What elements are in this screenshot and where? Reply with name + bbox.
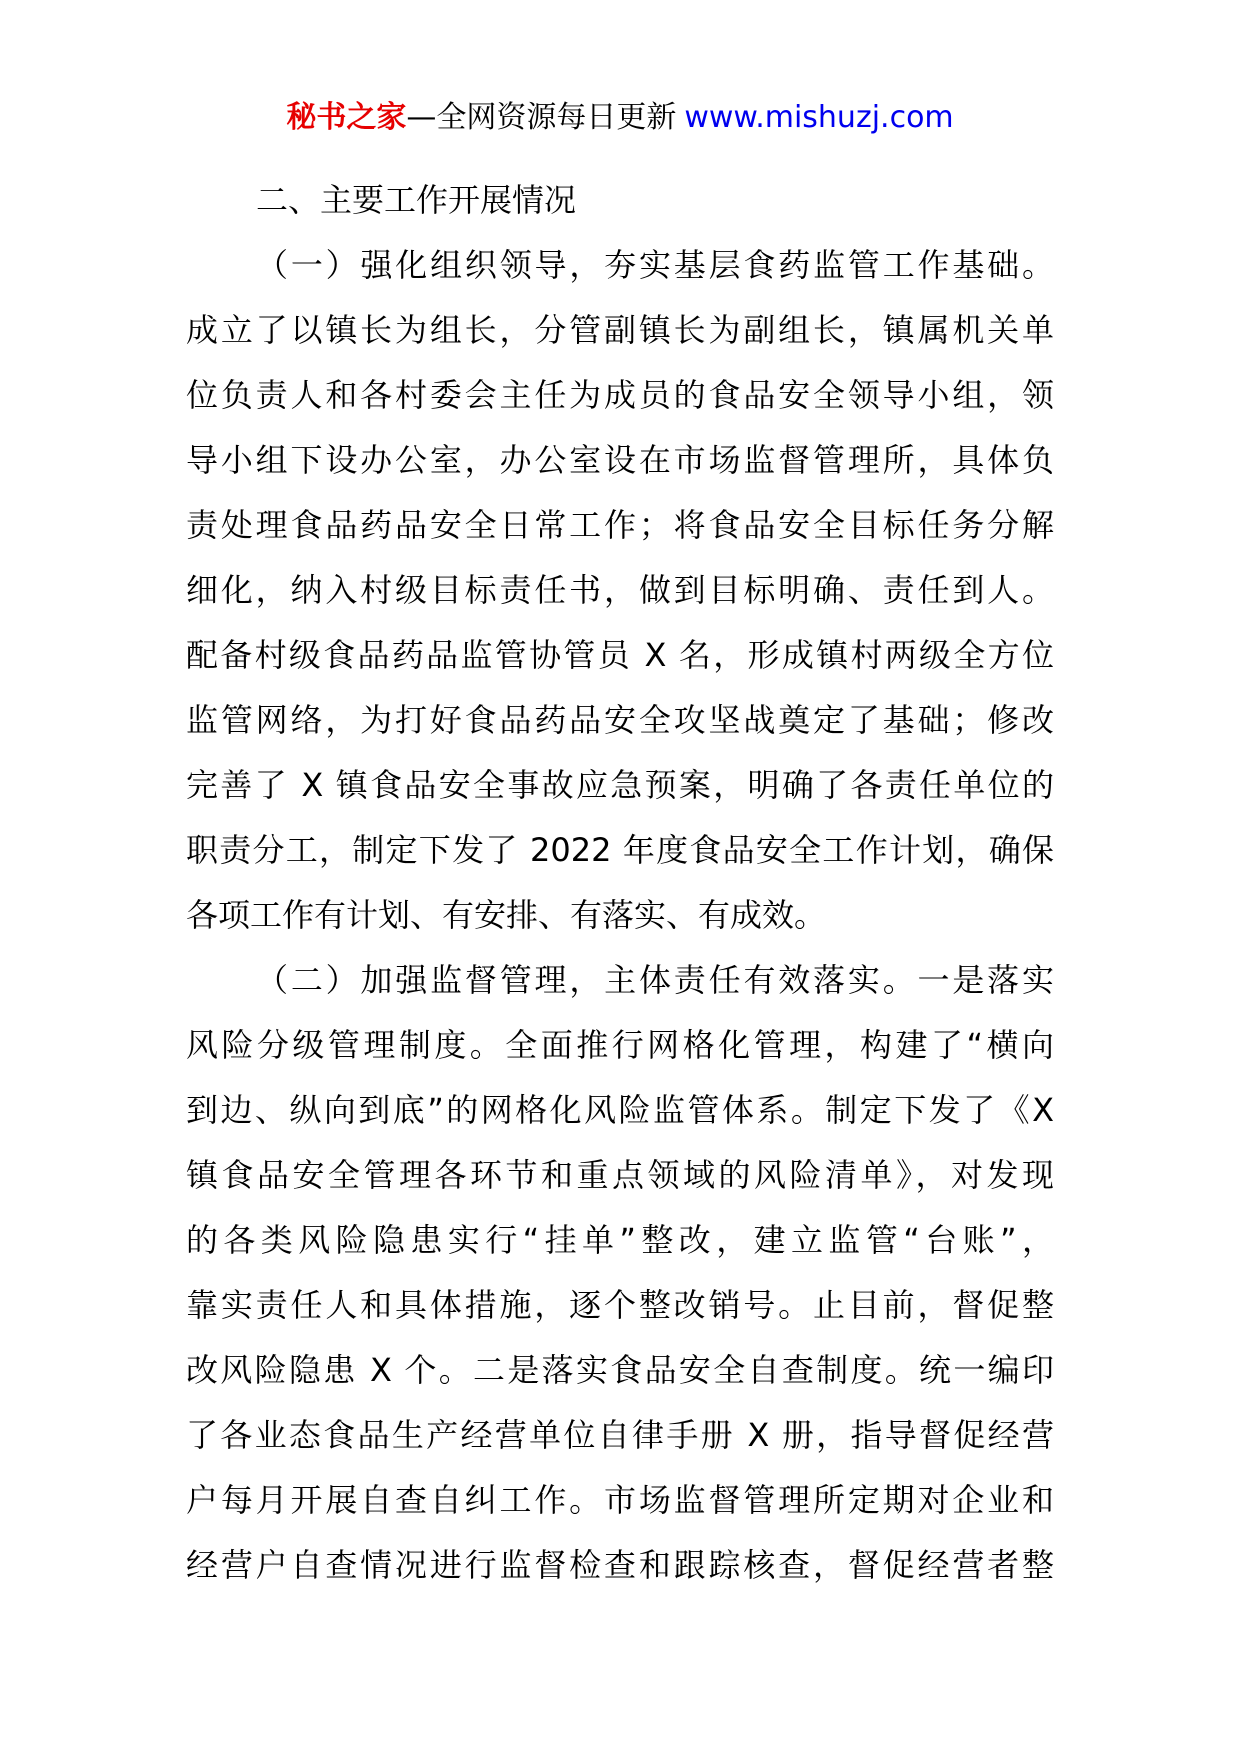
paragraph-line: 各项工作有计划、有安排、有落实、有成效。 xyxy=(186,896,827,934)
paragraph-line: （一）强化组织领导，夯实基层食药监管工作基础。 xyxy=(256,246,1054,284)
paragraph-line: 到边、纵向到底”的网格化风险监管体系。制定下发了《X xyxy=(186,1091,1054,1129)
paragraph-line: 成立了以镇长为组长，分管副镇长为副组长，镇属机关单 xyxy=(186,311,1054,349)
brand-name: 秘书之家 xyxy=(286,100,407,135)
paragraph-line: 靠实责任人和具体措施，逐个整改销号。止目前，督促整 xyxy=(186,1286,1054,1324)
paragraph-line: 风险分级管理制度。全面推行网格化管理，构建了“横向 xyxy=(186,1026,1054,1064)
paragraph-line: 责处理食品药品安全日常工作；将食品安全目标任务分解 xyxy=(186,506,1054,544)
paragraph-line: 监管网络，为打好食品药品安全攻坚战奠定了基础；修改 xyxy=(186,701,1054,739)
paragraph-line: 改风险隐患 X 个。二是落实食品安全自查制度。统一编印 xyxy=(186,1351,1054,1389)
watermark-header xyxy=(0,98,1240,138)
paragraph-line: 职责分工，制定下发了 2022 年度食品安全工作计划，确保 xyxy=(186,831,1054,869)
document-body xyxy=(186,168,1054,1598)
paragraph-line: （二）加强监督管理，主体责任有效落实。一是落实 xyxy=(256,961,1054,999)
paragraph-line: 的各类风险隐患实行“挂单”整改，建立监管“台账”， xyxy=(186,1221,1054,1259)
paragraph-line: 了各业态食品生产经营单位自律手册 X 册，指导督促经营 xyxy=(186,1416,1054,1454)
paragraph-line: 经营户自查情况进行监督检查和跟踪核查，督促经营者整 xyxy=(186,1546,1054,1584)
paragraph-line: 导小组下设办公室，办公室设在市场监督管理所，具体负 xyxy=(186,441,1054,479)
header-tagline: —全网资源每日更新 xyxy=(406,100,677,135)
paragraph-line: 镇食品安全管理各环节和重点领域的风险清单》，对发现 xyxy=(186,1156,1054,1194)
paragraph-line: 户每月开展自查自纠工作。市场监督管理所定期对企业和 xyxy=(186,1481,1054,1519)
paragraph-line: 配备村级食品药品监管协管员 X 名，形成镇村两级全方位 xyxy=(186,636,1054,674)
paragraph-line: 位负责人和各村委会主任为成员的食品安全领导小组，领 xyxy=(186,376,1054,414)
paragraph-line: 细化，纳入村级目标责任书，做到目标明确、责任到人。 xyxy=(186,571,1054,609)
site-url-link[interactable]: www.mishuzj.com xyxy=(684,100,954,135)
section-heading: 二、主要工作开展情况 xyxy=(256,181,577,219)
paragraph-line: 完善了 X 镇食品安全事故应急预案，明确了各责任单位的 xyxy=(186,766,1054,804)
